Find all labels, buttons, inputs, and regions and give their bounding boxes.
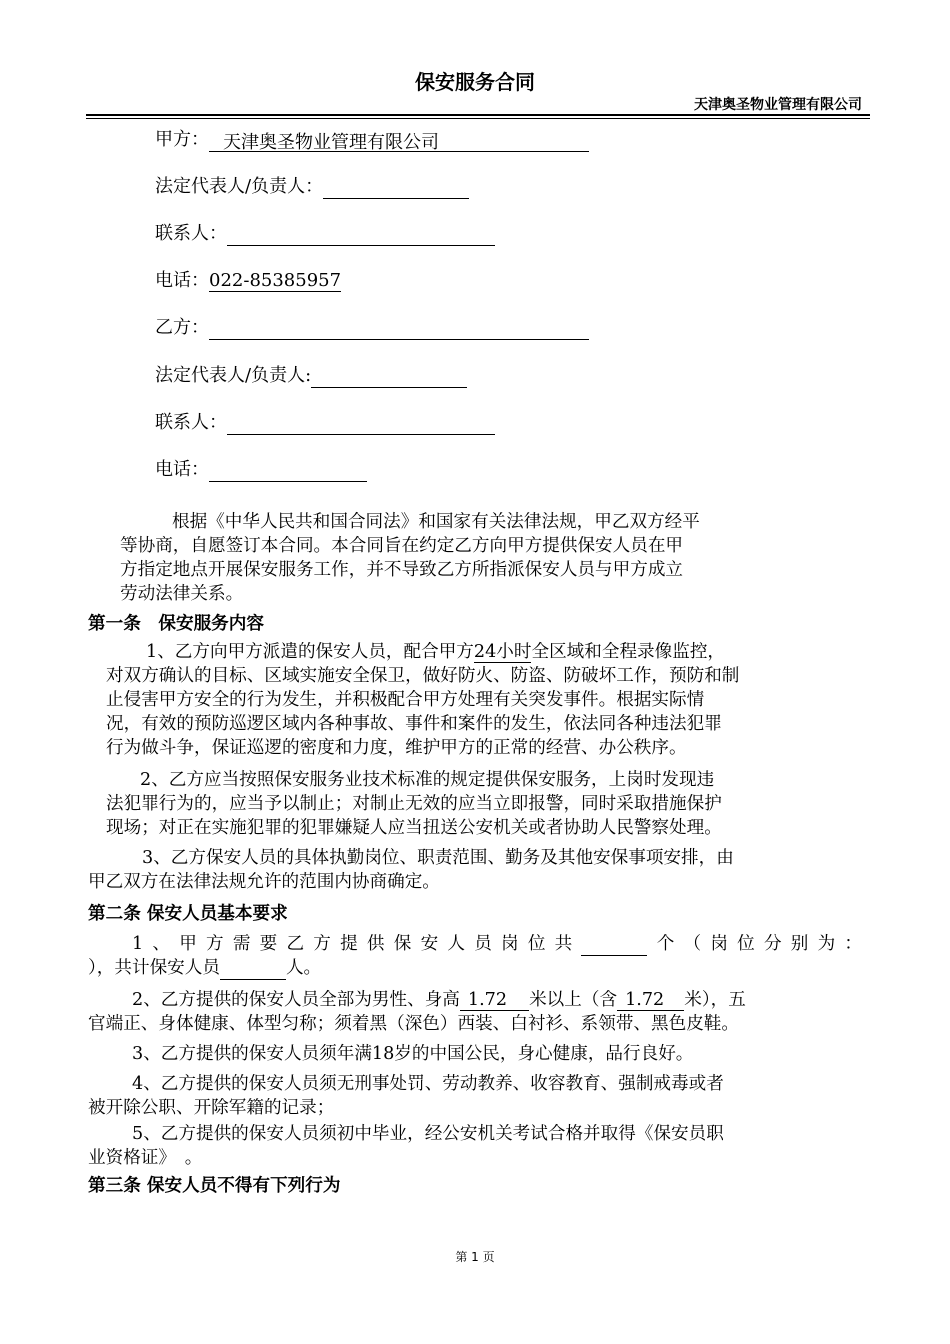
preamble-line: 方指定地点开展保安服务工作，并不导致乙方所指派保安人员与甲方成立 — [120, 560, 684, 580]
preamble-paragraph — [120, 510, 832, 606]
clause-line: 3、乙方提供的保安人员须年满18岁的中国公民，身心健康，品行良好。 — [132, 1044, 694, 1064]
clause-line: 现场；对正在实施犯罪的犯罪嫌疑人应当扭送公安机关或者协助人民警察处理。 — [106, 818, 722, 838]
preamble-line: 劳动法律关系。 — [120, 584, 244, 604]
party-b-contact-label: 联系人： — [155, 412, 227, 433]
party-a-phone-field — [155, 269, 341, 293]
clause-line: 行为做斗争，保证巡逻的密度和力度，维护甲方的正常的经营、办公秩序。 — [106, 738, 687, 758]
clause-line: 4、乙方提供的保安人员须无刑事处罚、劳动教养、收容教育、强制戒毒或者 — [132, 1074, 724, 1094]
clause-text: 米），五 — [684, 990, 746, 1010]
party-a-contact-blank — [227, 225, 495, 246]
party-a-contact-field — [155, 222, 495, 246]
party-b-label: 乙方： — [155, 317, 209, 338]
clause-text: 米以上（含 — [529, 990, 618, 1010]
party-a-rep-field — [155, 175, 469, 199]
clause-line: 2、乙方应当按照保安服务业技术标准的规定提供保安服务，上岗时发现违 — [140, 770, 715, 790]
service-hours: 24小时 — [473, 642, 532, 662]
clause-line — [88, 932, 862, 956]
clause-line: 业资格证》 。 — [88, 1148, 203, 1168]
party-b-rep-blank — [311, 367, 467, 388]
party-b-contact-blank — [227, 414, 495, 435]
clause-text: ），共计保安人员 — [88, 958, 220, 978]
clause-line: 止侵害甲方安全的行为发生，并积极配合甲方处理有关突发事件。根据实际情 — [106, 690, 705, 710]
clause-line: 甲乙双方在法律法规允许的范围内协商确定。 — [88, 872, 440, 892]
clause-line: 5、乙方提供的保安人员须初中毕业，经公安机关考试合格并取得《保安员职 — [132, 1124, 724, 1144]
party-b-phone-field — [155, 458, 367, 482]
party-b-phone-blank — [209, 461, 367, 482]
party-a-phone-label: 电话： — [155, 270, 209, 291]
party-a-contact-label: 联系人： — [155, 223, 227, 244]
document-title: 保安服务合同 — [415, 70, 535, 94]
article-1-clause-3 — [88, 846, 878, 894]
guard-count-blank — [220, 959, 286, 980]
party-a-label: 甲方： — [155, 129, 209, 150]
clause-line: 法犯罪行为的，应当予以制止；对制止无效的应当立即报警，同时采取措施保护 — [106, 794, 722, 814]
party-b-rep-label: 法定代表人/负责人: — [155, 365, 312, 386]
party-a-phone-value: 022-85385957 — [209, 270, 342, 291]
article-1-heading: 第一条 保安服务内容 — [88, 614, 264, 634]
header-divider — [86, 114, 870, 116]
party-a-value: 天津奥圣物业管理有限公司 — [223, 132, 439, 153]
clause-line: 官端正、身体健康、体型匀称；须着黑（深色）西装、白衬衫、系领带、黑色皮鞋。 — [88, 1014, 739, 1034]
preamble-line: 根据《中华人民共和国合同法》和国家有关法律法规，甲乙双方经平 — [172, 512, 700, 532]
clause-line: 3、乙方保安人员的具体执勤岗位、职责范围、勤务及其他安保事项安排，由 — [142, 848, 734, 868]
clause-line — [106, 640, 882, 664]
article-2-clause-5 — [88, 1122, 878, 1170]
article-3-heading: 第三条 保安人员不得有下列行为 — [88, 1176, 341, 1196]
party-b-phone-label: 电话： — [155, 459, 209, 480]
clause-text: 1、甲方需要乙方提供保安人员岗位共 — [132, 934, 582, 954]
clause-text: 个（岗位分别为： — [647, 934, 862, 954]
party-a-blank — [209, 131, 589, 152]
party-b-rep-field — [155, 364, 467, 388]
clause-line: 对双方确认的目标、区域实施安全保卫，做好防火、防盗、防破坏工作，预防和制 — [106, 666, 740, 686]
party-a-field — [155, 128, 589, 152]
clause-line — [88, 956, 862, 980]
clause-text: 人。 — [285, 958, 322, 978]
clause-line — [88, 988, 878, 1012]
party-a-rep-blank — [323, 178, 469, 199]
clause-line: 况，有效的预防巡逻区域内各种事故、事件和案件的发生，依法同各种违法犯罪 — [106, 714, 722, 734]
article-2-clause-3 — [88, 1042, 878, 1066]
clause-line: 被开除公职、开除军籍的记录； — [88, 1098, 335, 1118]
article-1-clause-1 — [106, 640, 882, 760]
article-2-clause-2 — [88, 988, 878, 1036]
article-2-heading: 第二条 保安人员基本要求 — [88, 904, 288, 924]
post-count-blank — [581, 935, 647, 956]
party-b-contact-field — [155, 411, 495, 435]
party-b-blank — [209, 319, 589, 340]
party-b-field — [155, 316, 589, 340]
clause-text: 2、乙方提供的保安人员全部为男性、身高 — [132, 990, 460, 1010]
height-value: 1.72 — [460, 990, 529, 1011]
article-2-clause-4 — [88, 1072, 878, 1120]
height-value-inclusive: 1.72 — [617, 990, 684, 1011]
header-company-name: 天津奥圣物业管理有限公司 — [694, 97, 862, 113]
clause-text: 1、乙方向甲方派遣的保安人员，配合甲方 — [146, 642, 474, 662]
header-divider-thin — [86, 118, 870, 119]
preamble-line: 等协商，自愿签订本合同。本合同旨在约定乙方向甲方提供保安人员在甲 — [120, 536, 684, 556]
article-2-clause-1 — [88, 932, 862, 980]
party-a-rep-label: 法定代表人/负责人： — [155, 176, 324, 197]
clause-text: 全区域和全程录像监控， — [531, 642, 726, 662]
article-1-clause-2 — [106, 768, 882, 840]
page-number: 第 1 页 — [455, 1250, 495, 1264]
